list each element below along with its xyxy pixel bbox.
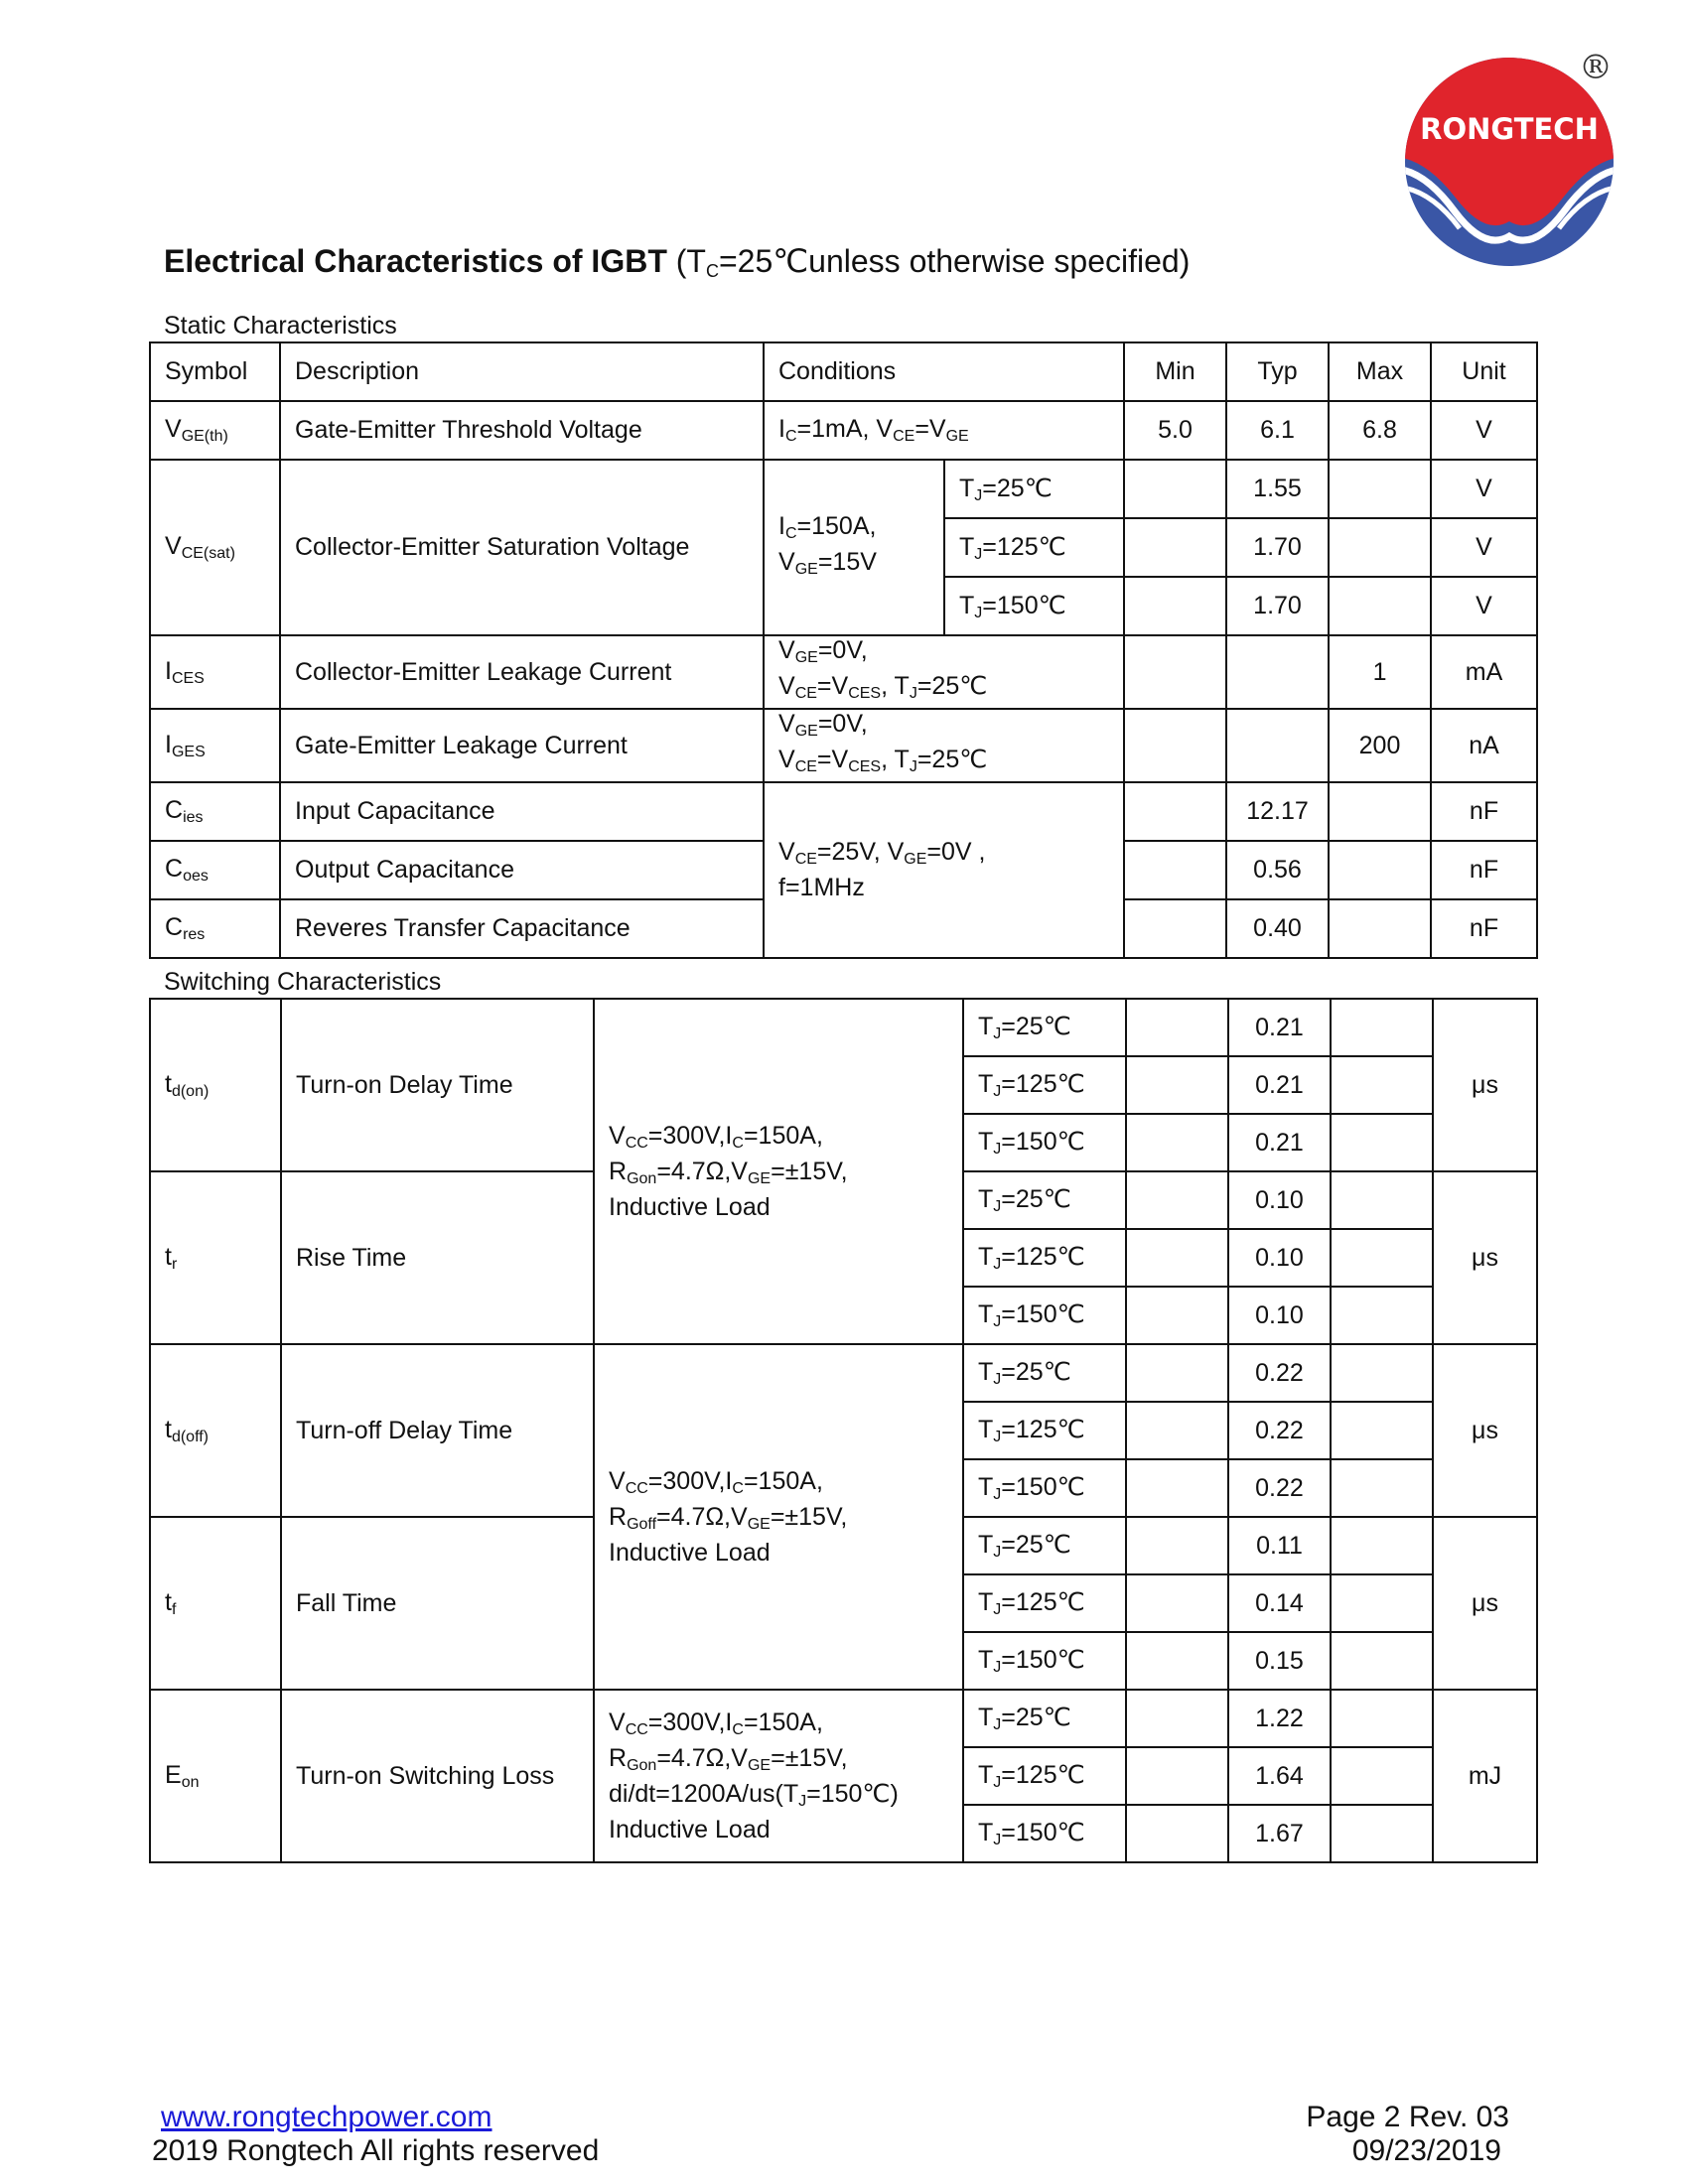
tj-cell: $T_J=25℃$ xyxy=(963,999,1126,1056)
max-cell xyxy=(1331,1690,1433,1747)
min-cell xyxy=(1126,1574,1228,1632)
logo-text: RONGTECH xyxy=(1420,112,1599,146)
typ-cell: 6.1 xyxy=(1226,401,1329,460)
typ-cell: 0.22 xyxy=(1228,1402,1331,1459)
max-cell: 200 xyxy=(1329,709,1431,782)
switching-characteristics-table xyxy=(149,998,1538,1863)
min-cell xyxy=(1124,782,1226,841)
tj-cell: $T_J=25℃$ xyxy=(963,1344,1126,1402)
max-cell xyxy=(1331,1056,1433,1114)
symbol-cell: $C_{oes}$ xyxy=(150,841,280,899)
typ-cell: 1.55 xyxy=(1226,460,1329,518)
unit-cell: mJ xyxy=(1433,1690,1537,1862)
header-min: Min xyxy=(1124,342,1226,401)
min-cell xyxy=(1126,1114,1228,1171)
registered-mark: ® xyxy=(1579,48,1613,87)
min-cell xyxy=(1124,841,1226,899)
revision-date: 09/23/2019 xyxy=(1351,2134,1501,2167)
unit-cell: nF xyxy=(1431,782,1537,841)
typ-cell: 1.67 xyxy=(1228,1805,1331,1862)
unit-cell: nF xyxy=(1431,899,1537,958)
typ-cell: 0.10 xyxy=(1228,1229,1331,1287)
static-section-label: Static Characteristics xyxy=(164,312,397,340)
description-cell: Collector-Emitter Leakage Current xyxy=(280,635,764,709)
description-cell: Gate-Emitter Leakage Current xyxy=(280,709,764,782)
unit-cell: V xyxy=(1431,577,1537,635)
description-cell: Fall Time xyxy=(281,1517,594,1690)
table-row xyxy=(150,1690,1537,1747)
min-cell xyxy=(1126,1229,1228,1287)
min-cell xyxy=(1126,1690,1228,1747)
unit-cell: V xyxy=(1431,401,1537,460)
typ-cell: 0.11 xyxy=(1228,1517,1331,1574)
typ-cell: 0.21 xyxy=(1228,999,1331,1056)
min-cell xyxy=(1126,1747,1228,1805)
min-cell xyxy=(1124,635,1226,709)
symbol-cell: $t_{d(off)}$ xyxy=(150,1344,281,1517)
table-row xyxy=(150,635,1537,709)
header-max: Max xyxy=(1329,342,1431,401)
min-cell xyxy=(1124,518,1226,577)
min-cell xyxy=(1126,999,1228,1056)
conditions-cell: $V_{GE}=0V$, $V_{CE}=V_{CES}$, $T_J=25℃$ xyxy=(764,635,1124,709)
max-cell xyxy=(1329,460,1431,518)
description-cell: Input Capacitance xyxy=(280,782,764,841)
symbol-cell: $E_{on}$ xyxy=(150,1690,281,1862)
min-cell xyxy=(1126,1287,1228,1344)
tj-cell: $T_J=25℃$ xyxy=(963,1171,1126,1229)
conditions-cell: $V_{CC}=300V,I_C=150A$, $R_{Gon}=4.7\Omega,V_{GE}=\pm 15V$, Inductive Load xyxy=(594,999,963,1344)
tj-cell: $T_J=25℃$ xyxy=(963,1517,1126,1574)
conditions-cell: $V_{CC}=300V,I_C=150A$, $R_{Gon}=4.7\Omega,V_{GE}=\pm 15V$, $di/dt=1200A/us(T_J=150℃)$ Inductive Load xyxy=(594,1690,963,1862)
tj-cell: $T_J=125℃$ xyxy=(963,1229,1126,1287)
min-cell xyxy=(1126,1056,1228,1114)
tj-cell: $T_J=150℃$ xyxy=(963,1459,1126,1517)
table-row xyxy=(150,782,1537,841)
max-cell xyxy=(1329,782,1431,841)
conditions-cell: $I_C=150A$, $V_{GE}=15V$ xyxy=(764,460,944,635)
header-conditions: Conditions xyxy=(764,342,1124,401)
tj-cell: $T_J=150℃$ xyxy=(963,1805,1126,1862)
typ-cell: 12.17 xyxy=(1226,782,1329,841)
conditions-cell: $V_{CE}=25V$, $V_{GE}=0V$ , f=1MHz xyxy=(764,782,1124,958)
typ-cell xyxy=(1226,635,1329,709)
max-cell xyxy=(1331,1574,1433,1632)
max-cell xyxy=(1329,577,1431,635)
max-cell xyxy=(1331,1287,1433,1344)
max-cell xyxy=(1331,1632,1433,1690)
conditions-cell: $V_{CC}=300V,I_C=150A$, $R_{Goff}=4.7\Omega,V_{GE}=\pm 15V$, Inductive Load xyxy=(594,1344,963,1690)
table-row xyxy=(150,401,1537,460)
min-cell xyxy=(1126,1632,1228,1690)
unit-cell: V xyxy=(1431,460,1537,518)
tj-cell: $T_J=150℃$ xyxy=(963,1287,1126,1344)
typ-cell xyxy=(1226,709,1329,782)
min-cell xyxy=(1124,577,1226,635)
header-description: Description xyxy=(280,342,764,401)
table-row xyxy=(150,999,1537,1056)
typ-cell: 0.56 xyxy=(1226,841,1329,899)
symbol-cell: $t_{d(on)}$ xyxy=(150,999,281,1171)
tj-cell: $T_J=150℃$ xyxy=(963,1632,1126,1690)
tj-cell: $T_J=125℃$ xyxy=(963,1574,1126,1632)
unit-cell: μs xyxy=(1433,1171,1537,1344)
description-cell: Turn-on Delay Time xyxy=(281,999,594,1171)
copyright-text: 2019 Rongtech All rights reserved xyxy=(152,2134,600,2167)
typ-cell: 1.22 xyxy=(1228,1690,1331,1747)
unit-cell: nA xyxy=(1431,709,1537,782)
tj-cell: $T_J=125℃$ xyxy=(944,518,1124,577)
header-typ: Typ xyxy=(1226,342,1329,401)
header-symbol: Symbol xyxy=(150,342,280,401)
website-link[interactable]: www.rongtechpower.com xyxy=(161,2101,492,2133)
static-characteristics-table xyxy=(149,341,1538,959)
page-title: Electrical Characteristics of IGBT ($T_C=25℃unless$ otherwise specified) xyxy=(164,243,1191,281)
conditions-cell: $V_{GE}=0V$, $V_{CE}=V_{CES}$, $T_J=25℃$ xyxy=(764,709,1124,782)
tj-cell: $T_J=150℃$ xyxy=(944,577,1124,635)
tj-cell: $T_J=125℃$ xyxy=(963,1747,1126,1805)
symbol-cell: $C_{res}$ xyxy=(150,899,280,958)
max-cell xyxy=(1331,1344,1433,1402)
symbol-cell: $t_r$ xyxy=(150,1171,281,1344)
symbol-cell: $V_{GE(th)}$ xyxy=(150,401,280,460)
table-row xyxy=(150,460,1537,518)
unit-cell: nF xyxy=(1431,841,1537,899)
symbol-cell: $V_{CE(sat)}$ xyxy=(150,460,280,635)
typ-cell: 0.14 xyxy=(1228,1574,1331,1632)
header-unit: Unit xyxy=(1431,342,1537,401)
max-cell xyxy=(1331,1171,1433,1229)
max-cell xyxy=(1331,1229,1433,1287)
min-cell xyxy=(1126,1344,1228,1402)
description-cell: Collector-Emitter Saturation Voltage xyxy=(280,460,764,635)
max-cell xyxy=(1331,1747,1433,1805)
min-cell xyxy=(1126,1171,1228,1229)
description-cell: Reveres Transfer Capacitance xyxy=(280,899,764,958)
max-cell xyxy=(1329,518,1431,577)
typ-cell: 0.21 xyxy=(1228,1114,1331,1171)
min-cell xyxy=(1126,1805,1228,1862)
max-cell xyxy=(1329,841,1431,899)
unit-cell: mA xyxy=(1431,635,1537,709)
conditions-cell: $I_C=1mA$, $V_{CE}=V_{GE}$ xyxy=(764,401,1124,460)
max-cell xyxy=(1331,1805,1433,1862)
unit-cell: μs xyxy=(1433,999,1537,1171)
typ-cell: 0.10 xyxy=(1228,1287,1331,1344)
page-revision: Page 2 Rev. 03 xyxy=(1306,2101,1509,2133)
min-cell xyxy=(1126,1402,1228,1459)
max-cell xyxy=(1331,999,1433,1056)
typ-cell: 0.22 xyxy=(1228,1459,1331,1517)
typ-cell: 0.22 xyxy=(1228,1344,1331,1402)
min-cell xyxy=(1124,709,1226,782)
symbol-cell: $C_{ies}$ xyxy=(150,782,280,841)
typ-cell: 0.15 xyxy=(1228,1632,1331,1690)
min-cell xyxy=(1124,460,1226,518)
min-cell xyxy=(1126,1459,1228,1517)
tj-cell: $T_J=25℃$ xyxy=(944,460,1124,518)
typ-cell: 1.70 xyxy=(1226,577,1329,635)
symbol-cell: $I_{GES}$ xyxy=(150,709,280,782)
description-cell: Output Capacitance xyxy=(280,841,764,899)
max-cell xyxy=(1331,1402,1433,1459)
unit-cell: μs xyxy=(1433,1344,1537,1517)
description-cell: Rise Time xyxy=(281,1171,594,1344)
symbol-cell: $t_f$ xyxy=(150,1517,281,1690)
tj-cell: $T_J=25℃$ xyxy=(963,1690,1126,1747)
typ-cell: 0.10 xyxy=(1228,1171,1331,1229)
max-cell xyxy=(1329,899,1431,958)
table-row xyxy=(150,1344,1537,1402)
unit-cell: μs xyxy=(1433,1517,1537,1690)
tj-cell: $T_J=125℃$ xyxy=(963,1056,1126,1114)
max-cell: 1 xyxy=(1329,635,1431,709)
table-header-row xyxy=(150,342,1537,401)
max-cell xyxy=(1331,1459,1433,1517)
max-cell xyxy=(1331,1517,1433,1574)
description-cell: Turn-off Delay Time xyxy=(281,1344,594,1517)
typ-cell: 1.64 xyxy=(1228,1747,1331,1805)
min-cell xyxy=(1124,899,1226,958)
description-cell: Turn-on Switching Loss xyxy=(281,1690,594,1862)
max-cell: 6.8 xyxy=(1329,401,1431,460)
min-cell xyxy=(1126,1517,1228,1574)
min-cell: 5.0 xyxy=(1124,401,1226,460)
unit-cell: V xyxy=(1431,518,1537,577)
typ-cell: 0.40 xyxy=(1226,899,1329,958)
max-cell xyxy=(1331,1114,1433,1171)
description-cell: Gate-Emitter Threshold Voltage xyxy=(280,401,764,460)
tj-cell: $T_J=150℃$ xyxy=(963,1114,1126,1171)
switching-section-label: Switching Characteristics xyxy=(164,968,442,996)
typ-cell: 1.70 xyxy=(1226,518,1329,577)
symbol-cell: $I_{CES}$ xyxy=(150,635,280,709)
typ-cell: 0.21 xyxy=(1228,1056,1331,1114)
tj-cell: $T_J=125℃$ xyxy=(963,1402,1126,1459)
table-row xyxy=(150,709,1537,782)
